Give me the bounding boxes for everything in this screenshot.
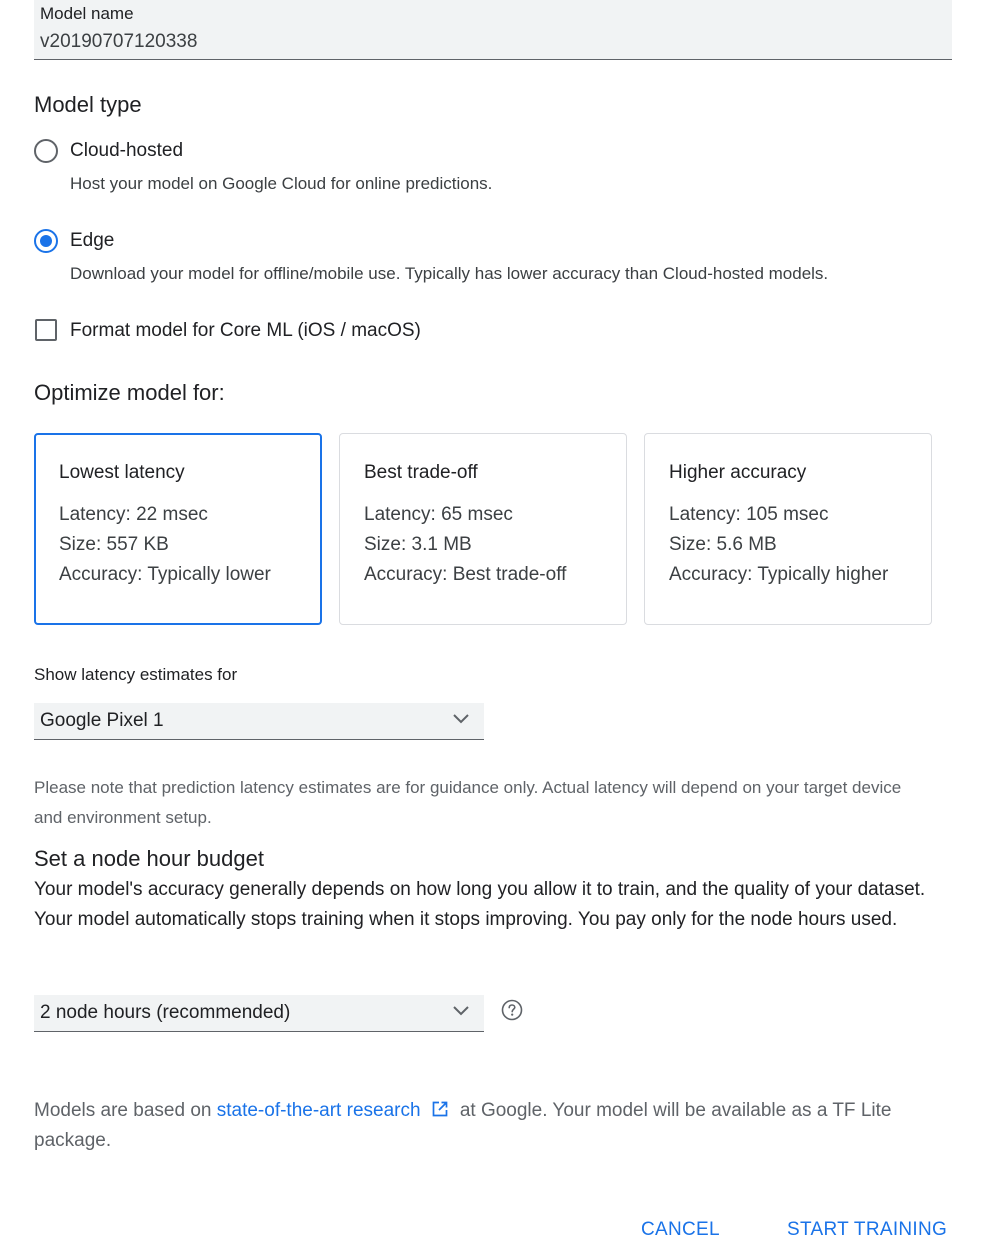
coreml-checkbox[interactable] <box>35 319 57 341</box>
radio-edge[interactable] <box>34 229 58 253</box>
node-hours-select[interactable] <box>34 995 484 1032</box>
card-title: Best trade-off <box>364 462 478 483</box>
footer-note <box>34 1096 944 1156</box>
chevron-down-icon <box>452 1005 470 1017</box>
start-training-button[interactable]: START TRAINING <box>787 1219 948 1240</box>
coreml-checkbox-label[interactable]: Format model for Core ML (iOS / macOS) <box>70 320 421 341</box>
card-size: Size: 557 KB <box>59 534 169 555</box>
radio-cloud-hosted[interactable] <box>34 139 58 163</box>
model-type-heading: Model type <box>34 92 142 117</box>
model-name-input[interactable]: v20190707120338 <box>40 31 198 52</box>
card-accuracy: Accuracy: Typically lower <box>59 564 271 585</box>
research-link[interactable]: state-of-the-art research <box>216 1100 421 1121</box>
help-circle-icon[interactable] <box>501 999 523 1021</box>
option-cloud-hosted-title[interactable]: Cloud-hosted <box>70 140 184 161</box>
budget-heading: Set a node hour budget <box>34 846 264 871</box>
node-hours-value: 2 node hours (recommended) <box>40 1002 291 1023</box>
optimize-heading: Optimize model for: <box>34 380 225 405</box>
card-accuracy: Accuracy: Typically higher <box>669 564 889 585</box>
card-accuracy: Accuracy: Best trade-off <box>364 564 567 585</box>
option-cloud-hosted-description: Host your model on Google Cloud for online predictions. <box>70 174 493 193</box>
model-name-label: Model name <box>40 4 134 23</box>
chevron-down-icon <box>452 713 470 725</box>
card-size: Size: 5.6 MB <box>669 534 777 555</box>
card-title: Lowest latency <box>59 462 185 483</box>
budget-description: Your model's accuracy generally depends on how long you allow it to train, and the quality of your dataset. Your model automatically stops training when it stops improving. You pay only for the node hours used. <box>34 879 926 930</box>
card-latency: Latency: 22 msec <box>59 504 208 525</box>
card-latency: Latency: 105 msec <box>669 504 829 525</box>
cancel-button[interactable]: CANCEL <box>641 1219 720 1240</box>
option-edge-description: Download your model for offline/mobile use. Typically has lower accuracy than Cloud-hosted models. <box>70 264 829 283</box>
card-title: Higher accuracy <box>669 462 807 483</box>
card-higher-accuracy[interactable] <box>644 433 932 625</box>
latency-device-value: Google Pixel 1 <box>40 710 164 731</box>
option-edge-title[interactable]: Edge <box>70 230 115 251</box>
card-latency: Latency: 65 msec <box>364 504 513 525</box>
latency-disclaimer: Please note that prediction latency estimates are for guidance only. Actual latency will depend on your target device and environment setup. <box>34 778 902 827</box>
model-name-field[interactable] <box>34 0 952 60</box>
open-in-new-icon[interactable] <box>431 1100 449 1118</box>
latency-device-select[interactable] <box>34 703 484 740</box>
footer-note-suffix: at Google. Your model will be available as a TF Lite package. <box>34 1100 892 1151</box>
footer-note-prefix: Models are based on <box>34 1100 217 1121</box>
latency-device-label: Show latency estimates for <box>34 665 238 684</box>
card-lowest-latency[interactable] <box>34 433 322 625</box>
card-best-trade-off[interactable] <box>339 433 627 625</box>
card-size: Size: 3.1 MB <box>364 534 472 555</box>
